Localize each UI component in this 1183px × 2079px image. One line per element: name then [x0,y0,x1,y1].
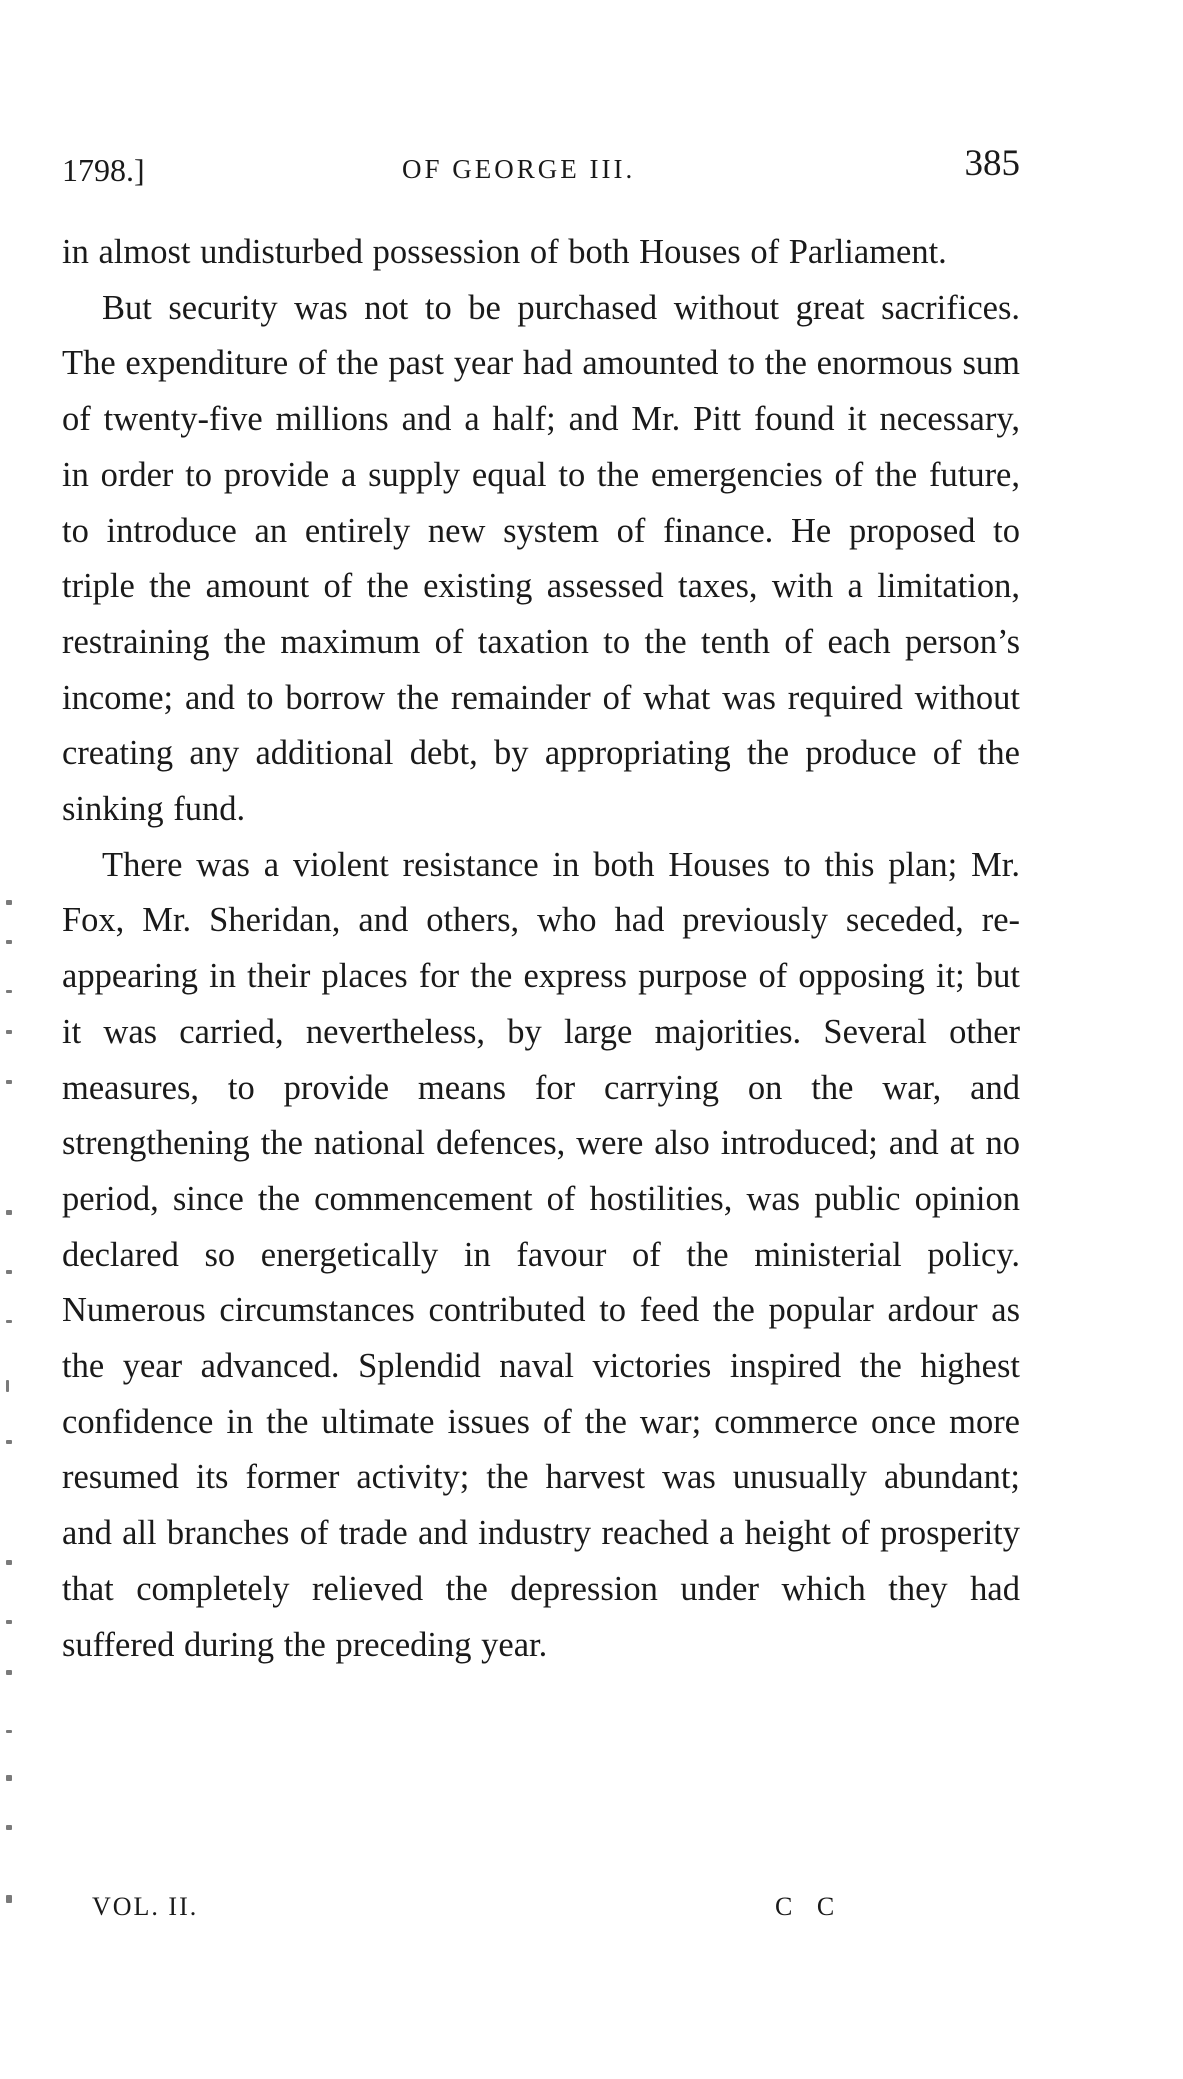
margin-speck [6,1560,12,1565]
margin-speck [6,1320,12,1323]
running-head-title: OF GEORGE III. [402,154,636,184]
margin-speck [6,900,12,905]
page-number: 385 [964,143,1020,184]
paragraph-continuation: in almost undisturbed possession of both Houses of Parliament. [62,233,947,271]
margin-speck [6,1775,12,1781]
running-head-year: 1798.] [62,152,145,188]
paragraph-resistance: There was a violent resistance in both Houses to this plan; Mr. Fox, Mr. Sheridan, and others, who had previously seceded, re-appearing in their places for the express purpose of opposing it; but it was carried, nevertheless, by large majorities. Several other measures, to provide means for carrying on the war, and strengthening the national defences, were also introduced; and at no period, since the commencement of hostilities, was public opinion declared so energetically in favour of the ministerial policy. Numerous circumstances contributed to feed the popular ardour as the year advanced. Splendid naval victories inspired the highest confidence in the ultimate issues of the war; commerce once more resumed its former activity; the harvest was unusually abundant; and all branches of trade and industry reached a height of prosperity that completely relieved the depression under which they had suffered during the preceding year. [62,845,1020,1664]
scan-margin-artifacts [0,880,20,1920]
margin-speck [6,1825,12,1830]
running-head [62,142,1020,192]
margin-speck [6,990,12,993]
signature-mark: C C [775,1892,844,1921]
page-footer [92,1892,852,1932]
margin-speck [6,1270,12,1274]
body-text [62,225,1020,1673]
margin-speck [6,940,12,944]
margin-speck [6,1670,12,1675]
volume-mark: VOL. II. [92,1892,199,1921]
margin-speck [6,1620,12,1624]
margin-speck [6,1030,12,1034]
margin-speck [6,1080,12,1084]
margin-speck [6,1440,12,1444]
margin-speck [6,1895,12,1903]
margin-speck [6,1730,12,1733]
margin-speck [6,1210,12,1215]
margin-speck [6,1380,9,1392]
paragraph-finance: But security was not to be purchased without great sacrifices. The expenditure of the past year had amounted to the enormous sum of twenty-five millions and a half; and Mr. Pitt found it necessary, in order to provide a supply equal to the emergencies of the future, to introduce an entirely new system of finance. He proposed to triple the amount of the existing assessed taxes, with a limitation, restraining the maximum of taxation to the tenth of each person’s income; and to borrow the remainder of what was required without creating any additional debt, by appropriating the produce of the sinking fund. [62,288,1020,829]
